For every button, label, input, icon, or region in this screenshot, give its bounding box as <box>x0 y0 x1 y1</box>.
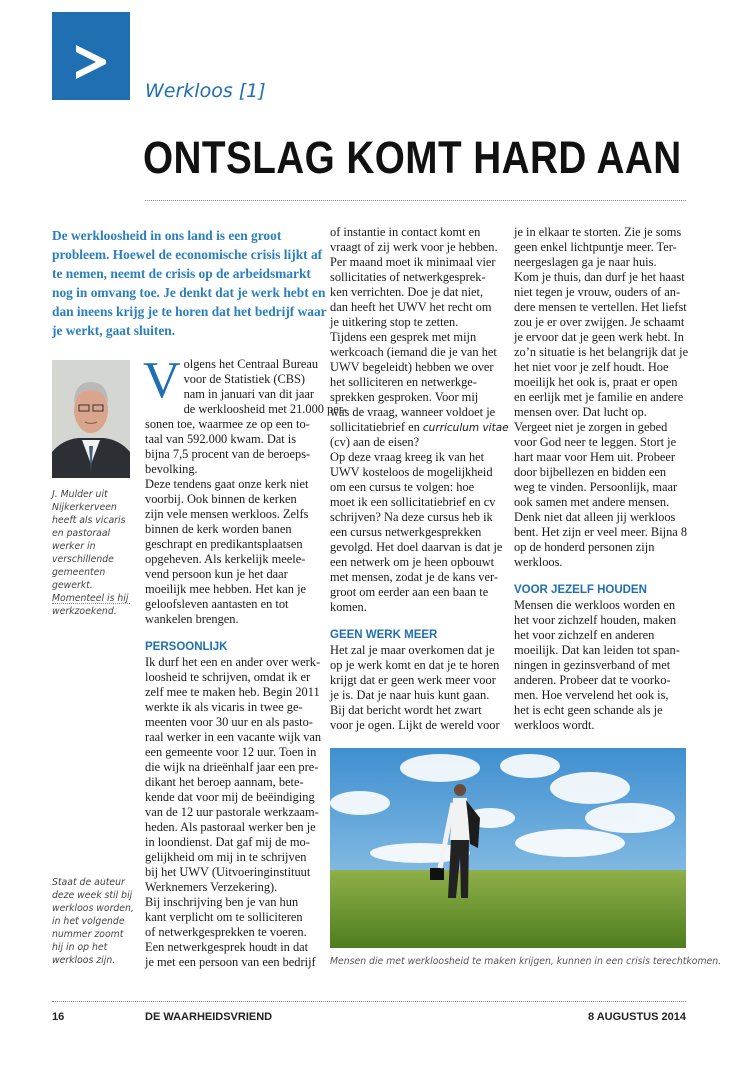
text-line: Werknemers Verzekering). <box>145 880 278 894</box>
text-line: je is. Dat je naar huis kunt gaan. <box>330 688 490 702</box>
paragraph <box>330 450 506 615</box>
paragraph <box>514 420 690 570</box>
text-line: Het zal je maar overkomen dat je <box>330 643 495 657</box>
text-line: zo’n situatie is het belangrijk dat je <box>514 345 689 359</box>
chevron-right-icon <box>52 12 130 100</box>
section-heading: PERSOONLIJK <box>145 641 228 653</box>
text-line: om een cursus te volgen: hoe <box>330 480 475 494</box>
text-line: schrijven? Na deze cursus heb ik <box>330 510 493 524</box>
author-photo <box>52 360 130 478</box>
text-line: ook samen met andere mensen. <box>514 495 670 509</box>
paragraph <box>145 477 321 627</box>
text-line: hart maar voor Hem uit. Probeer <box>514 450 676 464</box>
footer-divider <box>52 1001 686 1002</box>
article-image <box>330 748 686 948</box>
text-line: geschrapt en predikantsplaatsen <box>145 537 303 551</box>
text-line: je ervoor dat je geen werk hebt. In <box>514 330 684 344</box>
text-line: werkcoach (iemand die je van het <box>330 345 497 359</box>
text-line: Bij dat bericht wordt het zwart <box>330 703 482 717</box>
text-line: werkte ik als vicaris in twee ge- <box>145 700 303 714</box>
text-line: Deze tendens gaat onze kerk niet <box>145 477 309 491</box>
text-line: op de honderd personen zijn <box>514 540 655 554</box>
text-line: de werkloosheid met 21.000 per- <box>183 402 347 416</box>
text-line: binnen de kerk worden banen <box>145 522 292 536</box>
paragraph <box>514 598 690 733</box>
drop-cap: V <box>143 352 181 409</box>
text-line: Bij inschrijving ben je van hun <box>145 895 299 909</box>
text-line: en eerlijk met je familie en andere <box>514 390 684 404</box>
text-line: sollicitatiebrief en curriculum vitae <box>330 420 509 434</box>
text-line: ken verrichten. Doe je dat niet, <box>330 285 484 299</box>
paragraph <box>145 655 321 895</box>
paragraph <box>514 225 690 420</box>
text-line: olgens het Centraal Bureau <box>183 357 319 371</box>
text-line: was de vraag, wanneer voldoet je <box>330 405 496 419</box>
text-line: neergeslagen ga je naar huis. <box>514 255 657 269</box>
text-line: komen. <box>330 600 367 614</box>
image-caption: Mensen die met werkloosheid te maken krijgen, kunnen in een crisis terechtkomen. <box>330 956 722 967</box>
text-line: dere mensen te vertellen. Het liefst <box>514 300 687 314</box>
text-line: sprekken gesproken. Voor mij <box>330 390 479 404</box>
section-heading: GEEN WERK MEER <box>330 629 438 641</box>
text-line: sonen toe, waarmee ze op een to- <box>145 417 310 431</box>
text-line: een netwerk om je heen opbouwt <box>330 555 495 569</box>
text-line: je met een persoon van een bedrijf <box>145 955 316 969</box>
paragraph <box>145 895 321 970</box>
text-line: Per maand moet ik minimaal vier <box>330 255 496 269</box>
text-line: sollicitaties of netwerkgesprek- <box>330 270 486 284</box>
text-line: bij het UWV (Uitvoeringinstituut <box>145 865 311 879</box>
issue-date: 8 AUGUSTUS 2014 <box>587 1011 686 1023</box>
section-heading: VOOR JEZELF HOUDEN <box>514 584 647 596</box>
text-line: in loondienst. Dat gaf mij de mo- <box>145 835 310 849</box>
text-line: vraagt of zij werk voor je hebben. <box>330 240 498 254</box>
text-line: mensen over. Dat lucht op. <box>514 405 647 419</box>
body-column-1 <box>143 352 347 970</box>
article-intro: De werkloosheid in ons land is een groot probleem. Hoewel de economische crisis lijkt af te nemen, neemt de crisis op de arbeidsmarkt nog in omvang toe. Je denkt dat je werk hebt en dan ineens krijg je te horen dat het bedrijf waar je werkt, gaat sluiten. <box>52 228 327 338</box>
text-line: wankelen brengen. <box>145 612 239 626</box>
bio-divider <box>52 603 130 604</box>
text-line: gelijkheid om mij in te schrijven <box>145 850 307 864</box>
text-line: een cursus netwerkgesprekken <box>330 525 482 539</box>
text-line: moeilijk mee hebben. Het kan je <box>145 582 307 596</box>
text-line: dan heeft het UWV het recht om <box>330 300 492 314</box>
paragraph <box>143 352 347 477</box>
text-line: een gemeente voor 12 uur. Toen in <box>145 745 317 759</box>
text-line: op je werk komt en dat je te horen <box>330 658 500 672</box>
text-line: zou je er over zwijgen. Je schaamt <box>514 315 685 329</box>
text-line: werkloos wordt. <box>514 718 595 732</box>
text-line: kende dat voor mij de beëindiging <box>145 790 315 804</box>
text-line: het solliciteren en netwerkge- <box>330 375 477 389</box>
text-line: geen enkel lichtpuntje meer. Ter- <box>514 240 677 254</box>
text-line: of netwerkgesprekken te voeren. <box>145 925 307 939</box>
page-number: 16 <box>52 1011 65 1023</box>
section-kicker: Werkloos [1] <box>145 80 266 102</box>
text-line: Op deze vraag kreeg ik van het <box>330 450 485 464</box>
text-line: het voor zichzelf houden, maken <box>514 613 677 627</box>
text-line: UWV kosteloos de mogelijkheid <box>330 465 493 479</box>
text-line: voor de Statistiek (CBS) <box>183 372 306 386</box>
text-line: nam in januari van dit jaar <box>183 387 314 401</box>
text-line: of instantie in contact komt en <box>330 225 481 239</box>
side-note: Staat de auteur deze week stil bij werkloos worden, in het volgende nummer zoomt hij in op het werkloos zijn. <box>52 877 134 966</box>
text-line: je uitkering stop te zetten. <box>330 315 459 329</box>
text-line: je in elkaar te storten. Zie je soms <box>514 225 682 239</box>
paragraph <box>330 225 506 330</box>
paragraph <box>330 330 509 450</box>
text-line: zelf mee te maken heb. Begin 2011 <box>145 685 320 699</box>
text-line: moet ik een sollicitatiebrief en cv <box>330 495 496 509</box>
text-line: (cv) aan de eisen? <box>330 435 420 449</box>
text-line: heden. Als pastoraal werker ben je <box>145 820 316 834</box>
text-line: werkloos. <box>514 555 563 569</box>
author-bio: J. Mulder uit Nijkerkerveen heeft als vicaris en pastoraal werker in verschillende gemeenten gewerkt. Momenteel is hij werkzoekend. <box>52 489 129 617</box>
text-line: niet tegen je vrouw, ouders of an- <box>514 285 681 299</box>
text-line: geloofsleven aantasten en tot <box>145 597 289 611</box>
text-line: zijn vele mensen werkloos. Zelfs <box>145 507 309 521</box>
text-line: het voor zichzelf en anderen <box>514 628 655 642</box>
text-line: weg te vinden. Persoonlijk, maar <box>514 480 678 494</box>
text-line: bevolking. <box>145 462 198 476</box>
text-line: door bijbellezen en bidden een <box>514 465 667 479</box>
text-line: taal van 592.000 kwam. Dat is <box>145 432 297 446</box>
text-line: van de 12 uur pastorale werkzaam- <box>145 805 319 819</box>
text-line: krijgt dat er geen werk meer voor <box>330 673 496 687</box>
text-line: loosheid te schrijven, omdat ik er <box>145 670 311 684</box>
text-line: Tijdens een gesprek met mijn <box>330 330 477 344</box>
text-line: Vergeet niet je zorgen in gebed <box>514 420 668 434</box>
text-line: raal werker in een vacante wijk van <box>145 730 322 744</box>
text-line: UWV begeleidt) hebben we over <box>330 360 494 374</box>
section-logo <box>52 12 130 100</box>
text-line: meenten voor 30 uur en als pasto- <box>145 715 313 729</box>
text-line: moeilijk het ook is, praat er open <box>514 375 678 389</box>
text-line: Denk niet dat alleen jij werkloos <box>514 510 676 524</box>
article-title: ONTSLAG KOMT HARD AAN <box>143 132 682 183</box>
text-line: men. Hoe vervelend het ook is, <box>514 688 669 702</box>
text-line: voor je ogen. Lijkt de wereld voor <box>330 718 500 732</box>
text-line: bent. Het zijn er veel meer. Bijna 8 <box>514 525 688 539</box>
text-line: Kom je thuis, dan durf je het haast <box>514 270 685 284</box>
text-line: vend persoon kun je het daar <box>145 567 288 581</box>
body-column-3 <box>514 225 690 733</box>
text-line: moeilijk. Dat kan leiden tot span- <box>514 643 680 657</box>
text-line: voor God neer te leggen. Stort je <box>514 435 677 449</box>
text-line: dikant het beroep aannam, bete- <box>145 775 304 789</box>
text-line: bijna 7,5 procent van de beroeps- <box>145 447 311 461</box>
text-line: gevolgd. Het doel daarvan is dat je <box>330 540 503 554</box>
text-line: kant verplicht om te solliciteren <box>145 910 303 924</box>
text-line: het niet voor je zelf houdt. Hoe <box>514 360 669 374</box>
publication-name: DE WAARHEIDSVRIEND <box>145 1011 273 1023</box>
title-divider <box>145 200 686 201</box>
text-line: die wijk na drieënhalf jaar een pre- <box>145 760 319 774</box>
text-line: ningen in gezinsverband of met <box>514 658 671 672</box>
text-line: opgeheven. Als kerkelijk meele- <box>145 552 306 566</box>
text-line: Mensen die werkloos worden en <box>514 598 676 612</box>
paragraph <box>330 643 506 733</box>
text-line: het is echt geen schande als je <box>514 703 663 717</box>
text-line: anderen. Probeer dat te voorko- <box>514 673 671 687</box>
text-line: Ik durf het een en ander over werk- <box>145 655 321 669</box>
text-line: met mensen, zodat je de kans ver- <box>330 570 498 584</box>
body-column-2 <box>330 225 509 733</box>
text-line: voorbij. Ook binnen de kerken <box>145 492 297 506</box>
text-line: Een netwerkgesprek houdt in dat <box>145 940 309 954</box>
text-line: groot om eerder aan een baan te <box>330 585 489 599</box>
